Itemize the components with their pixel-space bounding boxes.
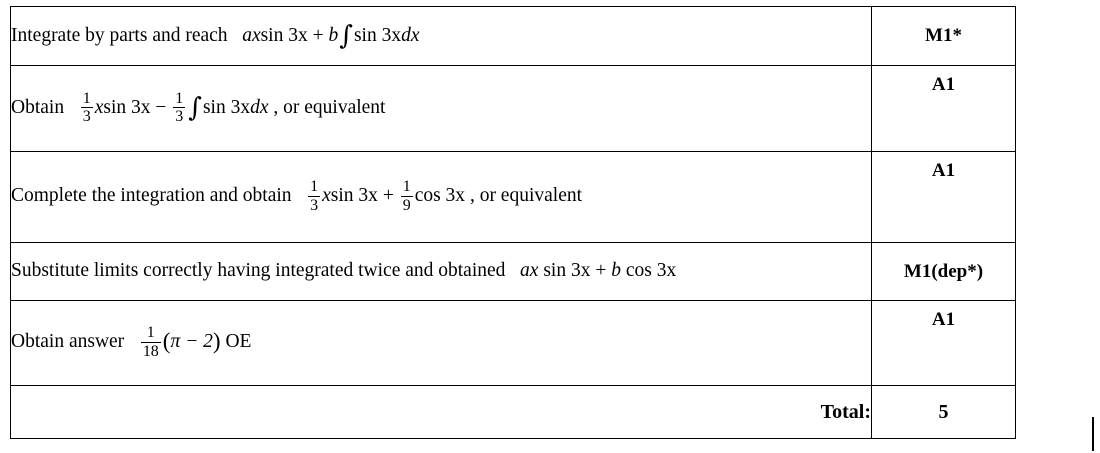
- fraction-one-third: [308, 178, 320, 214]
- mark-cell: A1: [872, 301, 1016, 386]
- solution-cell: [11, 301, 872, 386]
- fraction-one-eighteenth: [141, 324, 161, 360]
- table-row-total: [11, 386, 1016, 439]
- fraction-denominator: 9: [402, 196, 411, 214]
- solution-text: Obtain: [11, 96, 65, 118]
- sin-term: sin 3x: [330, 185, 378, 207]
- sin-term: sin 3x: [353, 24, 402, 46]
- fraction-numerator: 1: [310, 178, 319, 196]
- mark-scheme-table: [10, 6, 1016, 439]
- sin-term: sin 3x: [103, 96, 151, 118]
- symbol-a: a: [520, 260, 530, 282]
- fraction-denominator: 18: [142, 342, 159, 360]
- math-expression: ax sin 3x + b cos 3x: [520, 260, 677, 282]
- solution-text: Complete the integration and obtain: [11, 185, 292, 207]
- fraction-denominator: 3: [175, 108, 184, 125]
- open-paren: (: [162, 327, 171, 354]
- solution-cell: [11, 243, 872, 301]
- table-row: [11, 152, 1016, 243]
- integral-icon: ∫: [339, 20, 353, 51]
- sin-term: sin 3x: [260, 24, 308, 46]
- total-label: Total:: [11, 386, 872, 439]
- solution-cell: [11, 7, 872, 66]
- differential: dx: [401, 24, 420, 46]
- cos-term: cos 3x: [414, 185, 466, 207]
- sin-term: sin 3x: [202, 96, 251, 118]
- cos-term: cos 3x: [625, 260, 677, 282]
- solution-cell: [11, 152, 872, 243]
- solution-suffix: OE: [225, 331, 252, 353]
- total-value: 5: [872, 386, 1016, 439]
- solution-text: Substitute limits correctly having integrated twice and obtained: [11, 260, 506, 282]
- solution-text: Integrate by parts and reach: [11, 24, 228, 46]
- symbol-b: b: [328, 24, 339, 46]
- fraction-one-ninth: [401, 178, 413, 214]
- differential: dx: [250, 96, 269, 118]
- table-row: [11, 66, 1016, 152]
- integral-icon: ∫: [188, 93, 202, 124]
- fraction-denominator: 3: [310, 196, 319, 214]
- mark-scheme-sheet: [0, 6, 1100, 453]
- pi-expression: π − 2: [170, 331, 213, 353]
- table-row: [11, 301, 1016, 386]
- symbol-b: b: [611, 260, 621, 282]
- page-edge-mark: [1092, 417, 1094, 451]
- mark-cell: A1: [872, 66, 1016, 152]
- math-expression: axsin 3x + b∫sin 3xdx: [242, 20, 420, 51]
- symbol-x: x: [529, 260, 539, 282]
- fraction-numerator: 1: [402, 178, 411, 196]
- fraction-one-third: [81, 90, 93, 126]
- fraction-one-third: [173, 90, 185, 126]
- symbol-x: x: [322, 185, 331, 207]
- mark-cell: M1(dep*): [872, 243, 1016, 301]
- close-paren: ): [212, 327, 221, 354]
- table-row: [11, 243, 1016, 301]
- fraction-denominator: 3: [82, 108, 91, 125]
- symbol-a: a: [242, 24, 252, 46]
- symbol-x: x: [94, 96, 104, 118]
- solution-suffix: , or equivalent: [273, 96, 386, 118]
- symbol-x: x: [251, 24, 261, 46]
- table-row: [11, 7, 1016, 66]
- fraction-numerator: 1: [175, 89, 184, 107]
- mark-cell: A1: [872, 152, 1016, 243]
- math-expression: [129, 324, 225, 360]
- math-expression: $\frac{1}{3}$ xsin 3x + $\frac{1}{9}$ cos 3x: [310, 178, 466, 214]
- mark-cell: M1*: [872, 7, 1016, 66]
- solution-suffix: , or equivalent: [469, 185, 583, 207]
- solution-cell: [11, 66, 872, 152]
- sin-term: sin 3x: [543, 260, 591, 282]
- fraction-numerator: 1: [141, 324, 161, 342]
- solution-text: Obtain answer: [11, 331, 125, 353]
- math-expression: $\frac{1}{3}$ xsin 3x − $\frac{1}{3}$ ∫sin 3xdx: [82, 89, 269, 125]
- fraction-numerator: 1: [82, 89, 91, 107]
